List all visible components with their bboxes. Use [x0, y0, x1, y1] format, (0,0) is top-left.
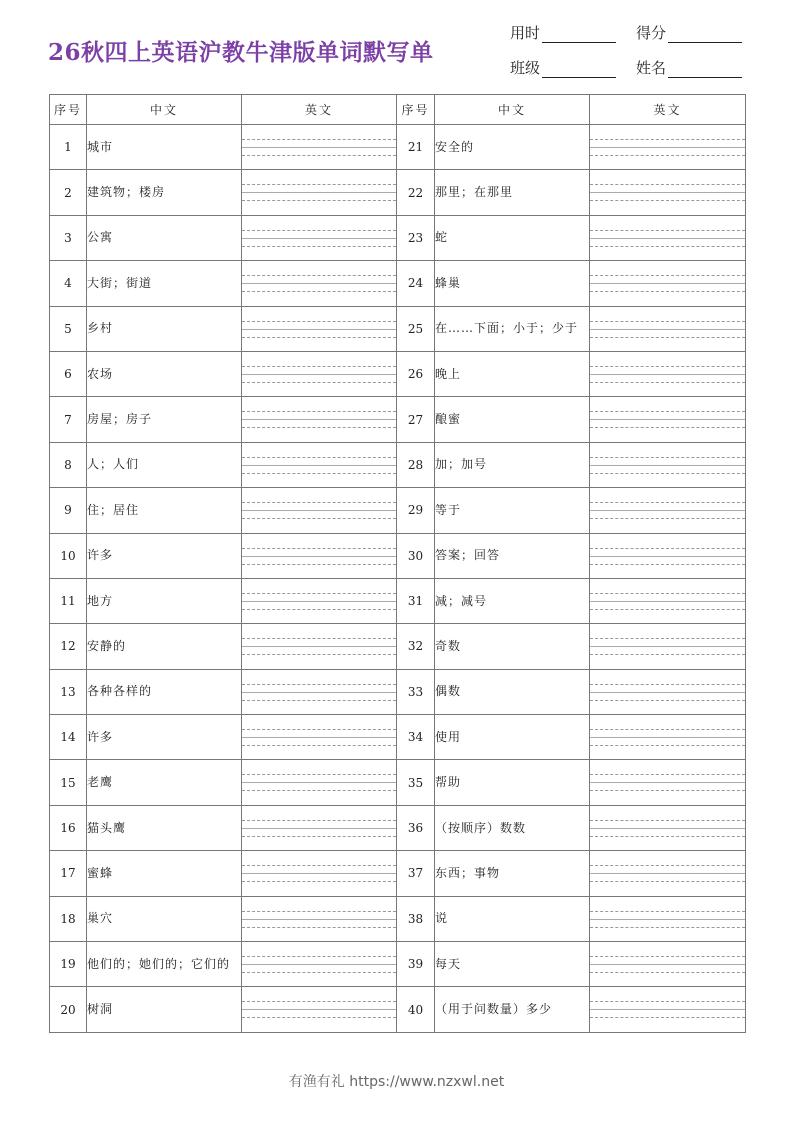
table-row — [50, 215, 746, 260]
writing-guide-line — [590, 873, 745, 874]
writing-guide-line — [590, 638, 745, 639]
word-number: 26 — [397, 351, 435, 396]
writing-guide-line — [590, 601, 745, 602]
word-number: 29 — [397, 488, 435, 533]
word-number: 40 — [397, 987, 435, 1032]
chinese-meaning: 许多 — [87, 715, 242, 760]
table-row — [50, 261, 746, 306]
english-answer-blank[interactable] — [590, 669, 746, 714]
writing-guide-line — [242, 729, 396, 730]
word-number: 34 — [397, 715, 435, 760]
word-number: 16 — [50, 805, 87, 850]
writing-guide-line — [590, 972, 745, 973]
table-row — [50, 715, 746, 760]
writing-guide-line — [242, 737, 396, 738]
writing-guide-line — [590, 684, 745, 685]
english-answer-blank[interactable] — [242, 125, 397, 170]
writing-guide-line — [242, 238, 396, 239]
writing-guide-line — [590, 419, 745, 420]
chinese-meaning: （按顺序）数数 — [435, 805, 590, 850]
chinese-meaning: 蜂巢 — [435, 261, 590, 306]
word-number: 36 — [397, 805, 435, 850]
chinese-meaning: 帮助 — [435, 760, 590, 805]
chinese-meaning: 农场 — [87, 351, 242, 396]
header-en-right: 英文 — [590, 95, 746, 125]
chinese-meaning: 城市 — [87, 125, 242, 170]
word-number: 32 — [397, 624, 435, 669]
chinese-meaning: 东西；事物 — [435, 851, 590, 896]
english-answer-blank[interactable] — [590, 397, 746, 442]
writing-guide-line — [242, 1017, 396, 1018]
word-number: 10 — [50, 533, 87, 578]
word-number: 12 — [50, 624, 87, 669]
word-number: 28 — [397, 442, 435, 487]
english-answer-blank[interactable] — [590, 351, 746, 396]
english-answer-blank[interactable] — [590, 896, 746, 941]
writing-guide-line — [590, 374, 745, 375]
writing-guide-line — [590, 465, 745, 466]
chinese-meaning: 减；减号 — [435, 578, 590, 623]
chinese-meaning: 住；居住 — [87, 488, 242, 533]
english-answer-blank[interactable] — [242, 896, 397, 941]
writing-guide-line — [242, 155, 396, 156]
english-answer-blank[interactable] — [590, 170, 746, 215]
header-num-left: 序号 — [50, 95, 87, 125]
english-answer-blank[interactable] — [590, 215, 746, 260]
vocabulary-table — [49, 94, 746, 1033]
chinese-meaning: 使用 — [435, 715, 590, 760]
writing-guide-line — [242, 510, 396, 511]
writing-guide-line — [590, 556, 745, 557]
word-number: 3 — [50, 215, 87, 260]
chinese-meaning: 巢穴 — [87, 896, 242, 941]
writing-guide-line — [590, 291, 745, 292]
page-title: 26秋四上英语沪教牛津版单词默写单 — [48, 39, 434, 66]
table-row — [50, 125, 746, 170]
name-blank[interactable] — [668, 63, 742, 78]
english-answer-blank[interactable] — [590, 987, 746, 1032]
writing-guide-line — [590, 427, 745, 428]
english-answer-blank[interactable] — [590, 306, 746, 351]
class-blank[interactable] — [542, 63, 616, 78]
english-answer-blank[interactable] — [242, 351, 397, 396]
writing-guide-line — [242, 601, 396, 602]
writing-guide-line — [590, 609, 745, 610]
writing-guide-line — [590, 510, 745, 511]
writing-guide-line — [242, 518, 396, 519]
word-number: 11 — [50, 578, 87, 623]
writing-guide-line — [590, 548, 745, 549]
writing-guide-line — [242, 275, 396, 276]
english-answer-blank[interactable] — [590, 488, 746, 533]
chinese-meaning: 答案；回答 — [435, 533, 590, 578]
table-row — [50, 669, 746, 714]
word-number: 21 — [397, 125, 435, 170]
word-number: 22 — [397, 170, 435, 215]
english-answer-blank[interactable] — [590, 624, 746, 669]
writing-guide-line — [590, 790, 745, 791]
english-answer-blank[interactable] — [242, 760, 397, 805]
writing-guide-line — [242, 964, 396, 965]
english-answer-blank[interactable] — [590, 760, 746, 805]
writing-guide-line — [590, 502, 745, 503]
header-num-right: 序号 — [397, 95, 435, 125]
table-row — [50, 624, 746, 669]
word-number: 27 — [397, 397, 435, 442]
chinese-meaning: 房屋；房子 — [87, 397, 242, 442]
writing-guide-line — [590, 473, 745, 474]
chinese-meaning: 许多 — [87, 533, 242, 578]
writing-guide-line — [242, 782, 396, 783]
writing-guide-line — [242, 427, 396, 428]
writing-guide-line — [242, 684, 396, 685]
score-blank[interactable] — [668, 28, 742, 43]
chinese-meaning: 说 — [435, 896, 590, 941]
table-row — [50, 488, 746, 533]
word-number: 39 — [397, 942, 435, 987]
time-field[interactable] — [510, 22, 616, 43]
english-answer-blank[interactable] — [242, 261, 397, 306]
english-answer-blank[interactable] — [242, 397, 397, 442]
writing-guide-line — [242, 230, 396, 231]
writing-guide-line — [242, 836, 396, 837]
writing-guide-line — [242, 609, 396, 610]
word-number: 24 — [397, 261, 435, 306]
writing-guide-line — [590, 745, 745, 746]
writing-guide-line — [590, 230, 745, 231]
table-row — [50, 987, 746, 1032]
writing-guide-line — [242, 790, 396, 791]
chinese-meaning: 等于 — [435, 488, 590, 533]
writing-guide-line — [242, 192, 396, 193]
score-label: 得分 — [636, 24, 667, 42]
writing-guide-line — [590, 518, 745, 519]
writing-guide-line — [590, 881, 745, 882]
table-row — [50, 351, 746, 396]
writing-guide-line — [590, 200, 745, 201]
name-label: 姓名 — [636, 59, 667, 77]
word-number: 20 — [50, 987, 87, 1032]
writing-guide-line — [242, 919, 396, 920]
writing-guide-line — [242, 321, 396, 322]
chinese-meaning: 加；加号 — [435, 442, 590, 487]
english-answer-blank[interactable] — [242, 488, 397, 533]
writing-guide-line — [590, 911, 745, 912]
writing-guide-line — [242, 200, 396, 201]
word-number: 13 — [50, 669, 87, 714]
writing-guide-line — [242, 366, 396, 367]
chinese-meaning: 安静的 — [87, 624, 242, 669]
english-answer-blank[interactable] — [590, 578, 746, 623]
table-header-row — [50, 95, 746, 125]
writing-guide-line — [242, 911, 396, 912]
writing-guide-line — [242, 654, 396, 655]
word-number: 31 — [397, 578, 435, 623]
writing-guide-line — [242, 646, 396, 647]
writing-guide-line — [590, 927, 745, 928]
word-number: 38 — [397, 896, 435, 941]
chinese-meaning: 建筑物；楼房 — [87, 170, 242, 215]
writing-guide-line — [590, 329, 745, 330]
footer-watermark: 有渔有礼 https://www.nzxwl.net — [288, 1074, 505, 1090]
chinese-meaning: 蛇 — [435, 215, 590, 260]
word-number: 30 — [397, 533, 435, 578]
table-row — [50, 805, 746, 850]
writing-guide-line — [242, 692, 396, 693]
english-answer-blank[interactable] — [242, 578, 397, 623]
writing-guide-line — [242, 745, 396, 746]
word-number: 7 — [50, 397, 87, 442]
writing-guide-line — [590, 729, 745, 730]
chinese-meaning: 晚上 — [435, 351, 590, 396]
table-row — [50, 851, 746, 896]
writing-guide-line — [242, 774, 396, 775]
writing-guide-line — [242, 246, 396, 247]
chinese-meaning: 偶数 — [435, 669, 590, 714]
writing-guide-line — [590, 321, 745, 322]
header-en-left: 英文 — [242, 95, 397, 125]
writing-guide-line — [242, 382, 396, 383]
table-row — [50, 397, 746, 442]
writing-guide-line — [590, 1017, 745, 1018]
writing-guide-line — [242, 147, 396, 148]
writing-guide-line — [590, 828, 745, 829]
word-number: 1 — [50, 125, 87, 170]
writing-guide-line — [242, 291, 396, 292]
word-number: 18 — [50, 896, 87, 941]
writing-guide-line — [242, 972, 396, 973]
writing-guide-line — [242, 638, 396, 639]
english-answer-blank[interactable] — [242, 170, 397, 215]
chinese-meaning: 每天 — [435, 942, 590, 987]
english-answer-blank[interactable] — [590, 851, 746, 896]
chinese-meaning: 安全的 — [435, 125, 590, 170]
writing-guide-line — [242, 865, 396, 866]
word-number: 9 — [50, 488, 87, 533]
writing-guide-line — [590, 564, 745, 565]
chinese-meaning: 各种各样的 — [87, 669, 242, 714]
word-number: 14 — [50, 715, 87, 760]
score-field[interactable] — [636, 22, 742, 43]
word-number: 23 — [397, 215, 435, 260]
table-row — [50, 170, 746, 215]
writing-guide-line — [242, 502, 396, 503]
name-field[interactable] — [636, 57, 742, 78]
time-label: 用时 — [510, 24, 541, 42]
time-blank[interactable] — [542, 28, 616, 43]
chinese-meaning: 树洞 — [87, 987, 242, 1032]
writing-guide-line — [590, 774, 745, 775]
english-answer-blank[interactable] — [590, 805, 746, 850]
writing-guide-line — [242, 337, 396, 338]
writing-guide-line — [242, 473, 396, 474]
writing-guide-line — [590, 1009, 745, 1010]
chinese-meaning: 猫头鹰 — [87, 805, 242, 850]
chinese-meaning: 酿蜜 — [435, 397, 590, 442]
word-number: 15 — [50, 760, 87, 805]
writing-guide-line — [590, 184, 745, 185]
writing-guide-line — [242, 556, 396, 557]
writing-guide-line — [590, 646, 745, 647]
writing-guide-line — [242, 873, 396, 874]
class-label: 班级 — [510, 59, 541, 77]
chinese-meaning: 乡村 — [87, 306, 242, 351]
word-number: 5 — [50, 306, 87, 351]
writing-guide-line — [242, 419, 396, 420]
chinese-meaning: （用于问数量）多少 — [435, 987, 590, 1032]
english-answer-blank[interactable] — [242, 306, 397, 351]
writing-guide-line — [590, 865, 745, 866]
writing-guide-line — [590, 147, 745, 148]
writing-guide-line — [590, 593, 745, 594]
english-answer-blank[interactable] — [590, 533, 746, 578]
writing-guide-line — [242, 927, 396, 928]
writing-guide-line — [590, 382, 745, 383]
writing-guide-line — [590, 246, 745, 247]
writing-guide-line — [242, 820, 396, 821]
word-number: 35 — [397, 760, 435, 805]
table-row — [50, 442, 746, 487]
writing-guide-line — [242, 465, 396, 466]
writing-guide-line — [590, 956, 745, 957]
writing-guide-line — [590, 411, 745, 412]
english-answer-blank[interactable] — [242, 669, 397, 714]
english-answer-blank[interactable] — [242, 942, 397, 987]
word-number: 25 — [397, 306, 435, 351]
word-number: 37 — [397, 851, 435, 896]
writing-guide-line — [590, 238, 745, 239]
table-row — [50, 760, 746, 805]
writing-guide-line — [590, 283, 745, 284]
writing-guide-line — [242, 828, 396, 829]
writing-guide-line — [242, 564, 396, 565]
writing-guide-line — [242, 956, 396, 957]
table-row — [50, 942, 746, 987]
english-answer-blank[interactable] — [242, 805, 397, 850]
writing-guide-line — [242, 329, 396, 330]
header-zh-right: 中文 — [435, 95, 590, 125]
writing-guide-line — [590, 139, 745, 140]
english-answer-blank[interactable] — [590, 261, 746, 306]
writing-guide-line — [590, 782, 745, 783]
english-answer-blank[interactable] — [242, 533, 397, 578]
writing-guide-line — [242, 593, 396, 594]
chinese-meaning: 他们的；她们的；它们的 — [87, 942, 242, 987]
chinese-meaning: 公寓 — [87, 215, 242, 260]
english-answer-blank[interactable] — [242, 442, 397, 487]
writing-guide-line — [590, 155, 745, 156]
english-answer-blank[interactable] — [590, 715, 746, 760]
table-row — [50, 306, 746, 351]
english-answer-blank[interactable] — [242, 851, 397, 896]
writing-guide-line — [590, 700, 745, 701]
word-number: 6 — [50, 351, 87, 396]
writing-guide-line — [590, 275, 745, 276]
header-zh-left: 中文 — [87, 95, 242, 125]
word-number: 17 — [50, 851, 87, 896]
english-answer-blank[interactable] — [590, 942, 746, 987]
english-answer-blank[interactable] — [590, 125, 746, 170]
writing-guide-line — [590, 457, 745, 458]
writing-guide-line — [242, 457, 396, 458]
writing-guide-line — [242, 139, 396, 140]
table-row — [50, 533, 746, 578]
chinese-meaning: 人；人们 — [87, 442, 242, 487]
english-answer-blank[interactable] — [242, 987, 397, 1032]
english-answer-blank[interactable] — [242, 715, 397, 760]
writing-guide-line — [590, 737, 745, 738]
word-number: 2 — [50, 170, 87, 215]
word-number: 8 — [50, 442, 87, 487]
chinese-meaning: 那里；在那里 — [435, 170, 590, 215]
chinese-meaning: 大街；街道 — [87, 261, 242, 306]
writing-guide-line — [590, 919, 745, 920]
writing-guide-line — [242, 411, 396, 412]
writing-guide-line — [590, 820, 745, 821]
chinese-meaning: 老鹰 — [87, 760, 242, 805]
english-answer-blank[interactable] — [242, 215, 397, 260]
writing-guide-line — [590, 337, 745, 338]
writing-guide-line — [242, 374, 396, 375]
writing-guide-line — [242, 881, 396, 882]
writing-guide-line — [242, 548, 396, 549]
chinese-meaning: 地方 — [87, 578, 242, 623]
table-row — [50, 578, 746, 623]
writing-guide-line — [590, 692, 745, 693]
writing-guide-line — [242, 700, 396, 701]
word-number: 19 — [50, 942, 87, 987]
writing-guide-line — [242, 184, 396, 185]
writing-guide-line — [590, 654, 745, 655]
writing-guide-line — [242, 1001, 396, 1002]
chinese-meaning: 奇数 — [435, 624, 590, 669]
word-number: 33 — [397, 669, 435, 714]
english-answer-blank[interactable] — [590, 442, 746, 487]
english-answer-blank[interactable] — [242, 624, 397, 669]
writing-guide-line — [242, 283, 396, 284]
writing-guide-line — [590, 836, 745, 837]
chinese-meaning: 蜜蜂 — [87, 851, 242, 896]
writing-guide-line — [590, 366, 745, 367]
writing-guide-line — [590, 192, 745, 193]
writing-guide-line — [590, 964, 745, 965]
table-row — [50, 896, 746, 941]
writing-guide-line — [590, 1001, 745, 1002]
word-number: 4 — [50, 261, 87, 306]
chinese-meaning: 在……下面；小于；少于 — [435, 306, 590, 351]
writing-guide-line — [242, 1009, 396, 1010]
class-field[interactable] — [510, 57, 616, 78]
